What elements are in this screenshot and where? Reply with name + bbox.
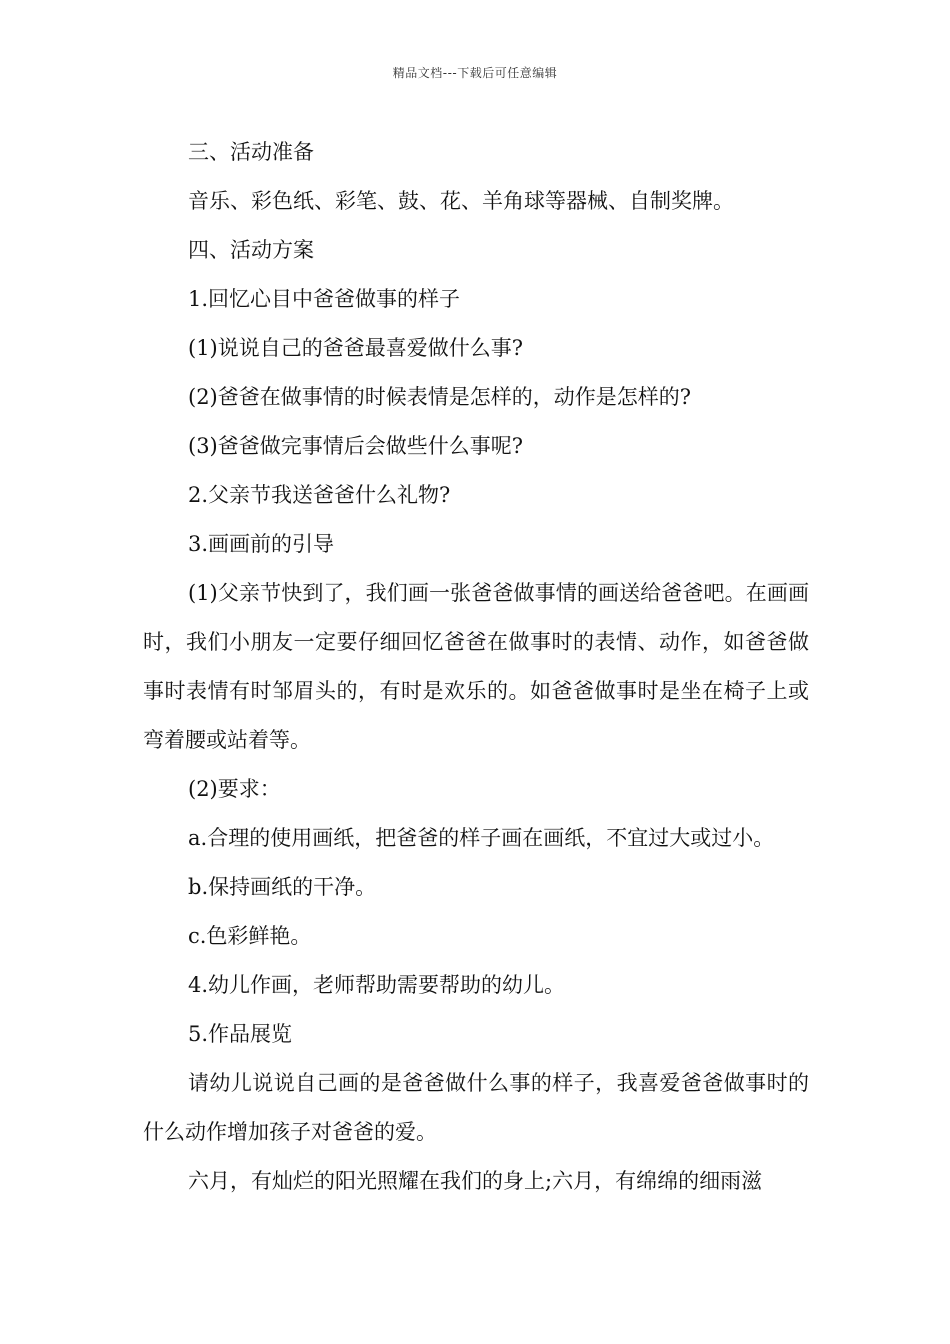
paragraph: b.保持画纸的干净。: [188, 875, 377, 899]
document-body: [143, 128, 809, 1206]
page-header: 精品文档---下载后可任意编辑: [392, 66, 558, 80]
paragraph: (2)爸爸在做事情的时候表情是怎样的，动作是怎样的?: [188, 385, 692, 409]
paragraph: 音乐、彩色纸、彩笔、鼓、花、羊角球等器械、自制奖牌。: [188, 189, 734, 213]
paragraph: 3.画画前的引导: [188, 532, 335, 556]
paragraph: 三、活动准备: [188, 140, 314, 164]
paragraph: (3)爸爸做完事情后会做些什么事呢?: [188, 434, 524, 458]
paragraph: 请幼儿说说自己画的是爸爸做什么事的样子，我喜爱爸爸做事时的什么动作增加孩子对爸爸的爱。: [143, 1071, 809, 1144]
paragraph: 六月，有灿烂的阳光照耀在我们的身上;六月，有绵绵的细雨滋: [188, 1169, 763, 1193]
paragraph: 1.回忆心目中爸爸做事的样子: [188, 287, 461, 311]
paragraph: a.合理的使用画纸，把爸爸的样子画在画纸，不宜过大或过小。: [188, 826, 775, 850]
paragraph: 5.作品展览: [188, 1022, 293, 1046]
paragraph: 四、活动方案: [188, 238, 314, 262]
paragraph: 2.父亲节我送爸爸什么礼物?: [188, 483, 451, 507]
paragraph: 4.幼儿作画，老师帮助需要帮助的幼儿。: [188, 973, 566, 997]
paragraph: (2)要求：: [188, 777, 281, 801]
paragraph: (1)父亲节快到了，我们画一张爸爸做事情的画送给爸爸吧。在画画时，我们小朋友一定要仔细回忆爸爸在做事时的表情、动作，如爸爸做事时表情有时邹眉头的，有时是欢乐的。如爸爸做事时是坐在椅子上或弯着腰或站着等。: [143, 581, 809, 752]
paragraph: c.色彩鲜艳。: [188, 924, 312, 948]
paragraph: (1)说说自己的爸爸最喜爱做什么事?: [188, 336, 524, 360]
